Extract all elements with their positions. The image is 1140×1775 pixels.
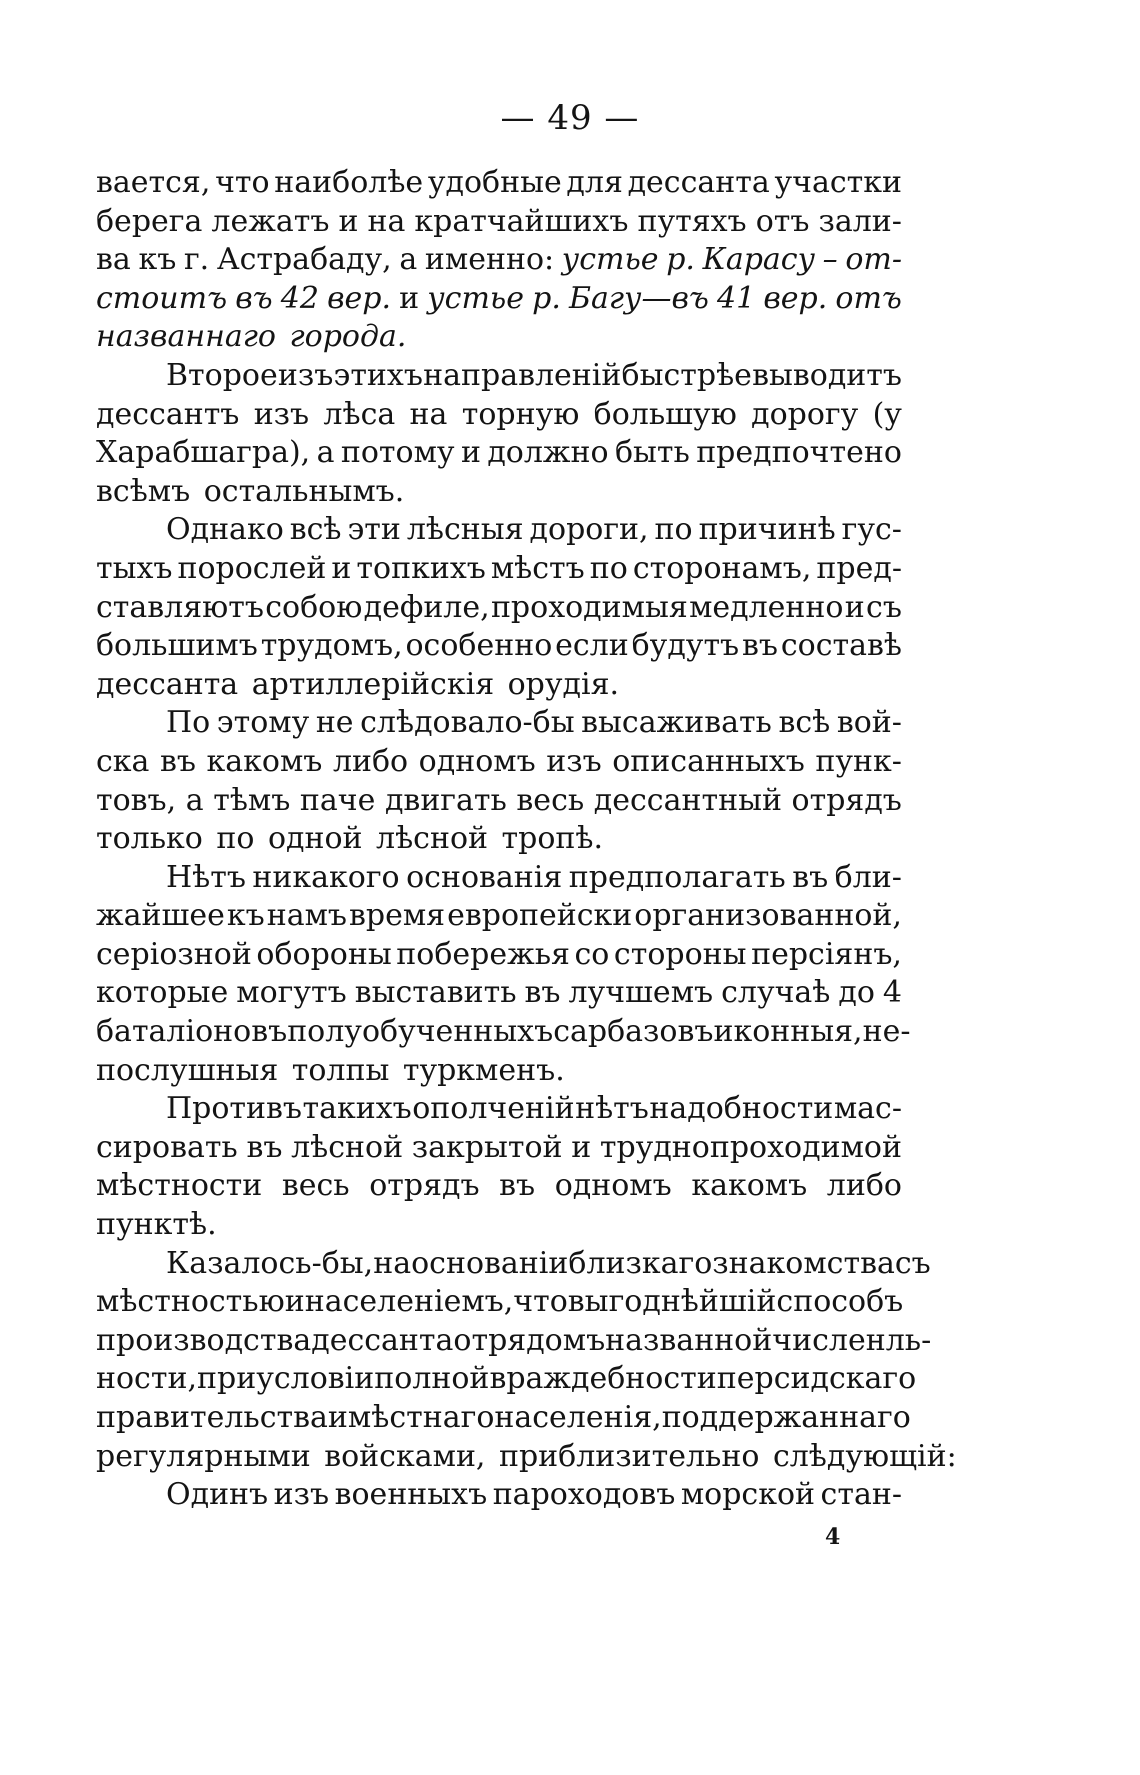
word: въ <box>742 628 778 664</box>
text-line <box>96 666 902 705</box>
word: и <box>844 589 865 625</box>
word: большимъ <box>96 628 258 664</box>
word: проходимыя <box>490 589 688 625</box>
word: случаѣ <box>721 975 831 1011</box>
word: способъ <box>776 1284 904 1320</box>
word: условіи <box>256 1361 375 1397</box>
word: двигать <box>384 782 507 818</box>
word: по <box>654 512 693 548</box>
word: названной <box>605 1322 773 1358</box>
word: от- <box>845 242 902 278</box>
text-line <box>96 473 902 512</box>
word: правительства <box>96 1400 328 1435</box>
word: высаживать <box>581 705 772 741</box>
word: быстрѣе <box>621 357 752 393</box>
word: отрядомъ <box>453 1322 606 1358</box>
word: по <box>216 821 255 857</box>
word: дороги, <box>529 512 649 548</box>
text-line <box>96 974 902 1013</box>
word: пунктѣ. <box>96 1207 217 1243</box>
word: жайшее <box>96 898 225 934</box>
text-line <box>96 1476 902 1515</box>
word: которые <box>96 975 229 1011</box>
word: именно: <box>424 242 555 278</box>
word: въ <box>159 743 196 779</box>
word: могутъ <box>236 975 347 1011</box>
word: Нѣтъ <box>166 859 246 895</box>
word: дессантъ <box>96 396 240 432</box>
signature-mark: 4 <box>825 1524 841 1550</box>
text-line <box>96 1052 902 1091</box>
word: мѣстностью <box>96 1284 285 1320</box>
word: поддержаннаго <box>661 1400 911 1435</box>
word: изъ <box>546 743 602 779</box>
word: дессанта <box>311 1322 454 1358</box>
word: персіянъ, <box>751 936 902 972</box>
word: какомъ <box>691 1168 808 1204</box>
word: мѣстъ <box>490 550 585 586</box>
word: одной <box>267 821 363 857</box>
word: (у <box>872 396 902 432</box>
word: не- <box>862 1014 911 1050</box>
word: мѣстности <box>96 1168 263 1204</box>
word: лѣсной <box>376 821 489 857</box>
text-line <box>96 434 902 473</box>
word: морской <box>680 1477 816 1513</box>
word: удобные <box>427 165 562 200</box>
word: въ <box>235 280 273 316</box>
word: лѣсной <box>291 1129 404 1165</box>
word: а <box>399 242 418 278</box>
word: предполагать <box>568 859 786 895</box>
word: Противъ <box>166 1091 302 1127</box>
word: Харабшагра), <box>96 435 311 471</box>
word: причинѣ <box>698 512 836 548</box>
word: стан- <box>820 1477 902 1513</box>
word: описанныхъ <box>612 743 805 779</box>
word: кратчайшихъ <box>414 203 629 239</box>
word: должно <box>487 435 609 471</box>
word: дорогу <box>751 396 859 432</box>
word: будутъ <box>631 628 740 664</box>
word: стороны <box>613 936 747 972</box>
text-line <box>96 318 902 357</box>
word: города. <box>289 319 407 355</box>
word: выводитъ <box>752 357 902 393</box>
word: а <box>316 435 335 471</box>
word: г. <box>183 242 210 278</box>
word: порослей <box>177 550 327 586</box>
word: съ <box>866 589 902 625</box>
word: весь <box>281 1168 350 1204</box>
word: трудомъ, <box>260 628 403 664</box>
word: слѣдовало-бы <box>360 705 575 741</box>
word: съ <box>894 1245 931 1281</box>
text-line <box>96 1206 902 1245</box>
word: по <box>589 550 628 586</box>
word: быть <box>614 435 690 471</box>
word: персидскаго <box>716 1361 917 1397</box>
word: и <box>713 1014 734 1050</box>
word: что <box>215 165 270 200</box>
word: особенно <box>405 628 553 664</box>
word: 42 <box>280 280 319 316</box>
word: зали- <box>818 203 902 239</box>
page-number: — 49 — <box>500 98 640 138</box>
word: большую <box>593 396 737 432</box>
word: этихъ <box>333 357 423 393</box>
word: къ <box>226 898 265 934</box>
word: ности, <box>96 1361 197 1397</box>
word: направленій <box>423 357 622 393</box>
text-line <box>96 859 902 898</box>
word: лѣсныя <box>406 512 524 548</box>
word: 41 <box>717 280 756 316</box>
text-line <box>96 627 902 666</box>
word: полуобученныхъ <box>287 1014 554 1050</box>
word: нѣтъ <box>575 1091 649 1127</box>
text-line <box>96 1167 902 1206</box>
word: Однако <box>166 512 284 548</box>
word: приблизительно <box>498 1438 760 1474</box>
word: производства <box>96 1322 312 1358</box>
word: и <box>284 1284 305 1320</box>
word: р. <box>666 242 695 278</box>
word: товъ, <box>96 782 177 818</box>
word: и <box>327 1400 348 1435</box>
text-line <box>96 820 902 859</box>
word: медленно <box>689 589 844 625</box>
word: къ <box>138 242 177 278</box>
word: при <box>197 1361 257 1397</box>
word: въ <box>246 1129 283 1165</box>
text-line <box>96 511 902 550</box>
word: не <box>315 705 354 741</box>
word: со <box>574 936 610 972</box>
word: выставить <box>354 975 517 1011</box>
word: отрядъ <box>369 1168 480 1204</box>
word: ставляютъ <box>96 589 264 625</box>
text-line <box>96 550 902 589</box>
word: пароходовъ <box>492 1477 676 1513</box>
word: топкихъ <box>356 550 486 586</box>
word: европейски <box>447 898 633 934</box>
word: мѣстнаго <box>347 1400 495 1435</box>
word: Казалось-бы, <box>166 1245 374 1281</box>
text-line <box>96 1129 902 1168</box>
word: труднопроходимой <box>599 1129 902 1165</box>
word: на <box>373 1245 412 1281</box>
word: до <box>838 975 875 1011</box>
word: изъ <box>277 357 334 393</box>
word: орудія. <box>507 666 620 702</box>
text-line <box>96 936 902 975</box>
word: военныхъ <box>334 1477 488 1513</box>
word: что <box>513 1284 568 1320</box>
word: основанія <box>406 859 563 895</box>
word: бли- <box>834 859 902 895</box>
word: устье <box>427 280 524 316</box>
word: обороны <box>256 936 392 972</box>
word: серіозной <box>96 936 252 972</box>
word: и <box>399 280 420 316</box>
word: мас- <box>833 1091 902 1127</box>
word: враждебности <box>489 1361 717 1397</box>
word: либо <box>826 1168 902 1204</box>
word: отрядъ <box>791 782 902 818</box>
word: ва <box>96 242 131 278</box>
word: лучшемъ <box>568 975 714 1011</box>
body-text <box>96 164 957 1515</box>
word: только <box>96 821 203 857</box>
word: Одинъ <box>166 1477 269 1513</box>
word: 4 <box>882 975 902 1011</box>
text-line <box>96 1090 902 1129</box>
word: близкаго <box>568 1245 713 1281</box>
word: берега <box>96 203 203 239</box>
text-line <box>96 1245 931 1284</box>
word: одномъ <box>554 1168 672 1204</box>
word: остальнымъ. <box>203 473 405 509</box>
word: на <box>367 203 406 239</box>
word: р. <box>532 280 561 316</box>
paragraph <box>96 1476 902 1515</box>
paragraph <box>96 1245 957 1477</box>
word: на <box>409 396 448 432</box>
word: побережья <box>396 936 570 972</box>
text-line <box>96 1322 932 1361</box>
text-line <box>96 357 902 396</box>
word: время <box>349 898 446 934</box>
word: дессантный <box>593 782 782 818</box>
word: лѣса <box>323 396 396 432</box>
word: лежатъ <box>211 203 330 239</box>
word: въ <box>499 1168 536 1204</box>
paragraph <box>96 164 902 357</box>
word: слѣдующій: <box>772 1438 957 1474</box>
word: въ <box>792 859 829 895</box>
text-line <box>96 203 902 242</box>
word: надобности <box>649 1091 834 1127</box>
text-line <box>96 1283 902 1322</box>
word: паче <box>299 782 376 818</box>
word: тыхъ <box>96 550 173 586</box>
paragraph <box>96 704 902 858</box>
word: Карасу <box>702 242 816 278</box>
word: и <box>460 435 481 471</box>
word: конныя, <box>733 1014 863 1050</box>
word: составѣ <box>780 628 902 664</box>
paragraph <box>96 859 911 1091</box>
word: гус- <box>841 512 902 548</box>
text-line <box>96 280 902 319</box>
word: толпы <box>291 1052 390 1088</box>
word: сторонамъ, <box>632 550 812 586</box>
word: тѣмъ <box>213 782 291 818</box>
word: закрытой <box>411 1129 563 1165</box>
text-line <box>96 1013 911 1052</box>
word: наиболѣе <box>274 165 424 200</box>
word: собою <box>265 589 363 625</box>
word: этому <box>216 705 310 741</box>
text-line <box>96 704 902 743</box>
word: отъ <box>755 203 810 239</box>
word: ополченій <box>412 1091 575 1127</box>
paragraph <box>96 1090 902 1244</box>
word: какомъ <box>206 743 323 779</box>
word: регулярными <box>96 1438 311 1474</box>
word: для <box>566 165 623 200</box>
word: и <box>571 1129 592 1165</box>
word: участки <box>774 165 902 200</box>
word: названнаго <box>96 319 276 355</box>
word: организованной, <box>634 898 902 934</box>
word: путяхъ <box>637 203 747 239</box>
paragraph <box>96 511 902 704</box>
word: никакого <box>252 859 400 895</box>
word: устье <box>561 242 659 278</box>
word: пред- <box>816 550 902 586</box>
word: сировать <box>96 1129 238 1165</box>
text-line <box>96 1360 917 1399</box>
word: эти <box>347 512 401 548</box>
text-line <box>96 1438 957 1477</box>
word: всѣ <box>778 705 831 741</box>
word: стоитъ <box>96 280 228 316</box>
word: Багу—въ <box>568 280 709 316</box>
word: вой- <box>836 705 902 741</box>
word: вер. <box>763 280 828 316</box>
word: одномъ <box>418 743 536 779</box>
word: туркменъ. <box>402 1052 565 1088</box>
word: полной <box>374 1361 490 1397</box>
text-line <box>96 241 902 280</box>
word: выгоднѣйшій <box>567 1284 777 1320</box>
word: Второе <box>166 357 278 393</box>
word: тропѣ. <box>501 821 604 857</box>
word: баталіоновъ <box>96 1014 288 1050</box>
word: знакомства <box>712 1245 895 1281</box>
word: основаніи <box>411 1245 569 1281</box>
word: изъ <box>253 396 310 432</box>
text-line <box>96 164 902 203</box>
text-line <box>96 589 902 628</box>
word: послушныя <box>96 1052 279 1088</box>
word: дефиле, <box>363 589 490 625</box>
word: ска <box>96 743 150 779</box>
word: вается, <box>96 165 211 200</box>
word: и <box>338 203 359 239</box>
word: изъ <box>273 1477 330 1513</box>
word: По <box>166 705 211 741</box>
word: – <box>822 242 838 278</box>
word: въ <box>524 975 561 1011</box>
word: численль- <box>772 1322 932 1358</box>
word: пунк- <box>815 743 902 779</box>
word: дессанта <box>96 666 239 702</box>
word: и <box>331 550 352 586</box>
text-line <box>96 1399 911 1438</box>
word: предпочтено <box>696 435 902 471</box>
word: а <box>185 782 204 818</box>
text-line <box>96 743 902 782</box>
text-line <box>96 782 902 821</box>
word: населенія, <box>494 1400 662 1435</box>
word: всѣ <box>289 512 342 548</box>
word: вер. <box>327 280 392 316</box>
word: сарбазовъ <box>553 1014 714 1050</box>
word: населеніемъ, <box>304 1284 514 1320</box>
word: артиллерійскія <box>251 666 495 702</box>
text-line <box>96 897 902 936</box>
word: Астрабаду, <box>216 242 392 278</box>
word: такихъ <box>302 1091 412 1127</box>
word: отъ <box>835 280 902 316</box>
word: потому <box>340 435 455 471</box>
word: торную <box>461 396 580 432</box>
word: если <box>555 628 629 664</box>
paragraph <box>96 357 902 511</box>
word: либо <box>332 743 409 779</box>
word: всѣмъ <box>96 473 191 509</box>
text-line <box>96 396 902 435</box>
word: дессанта <box>627 165 770 200</box>
word: войсками, <box>324 1438 486 1474</box>
word: весь <box>516 782 585 818</box>
word: намъ <box>266 898 348 934</box>
